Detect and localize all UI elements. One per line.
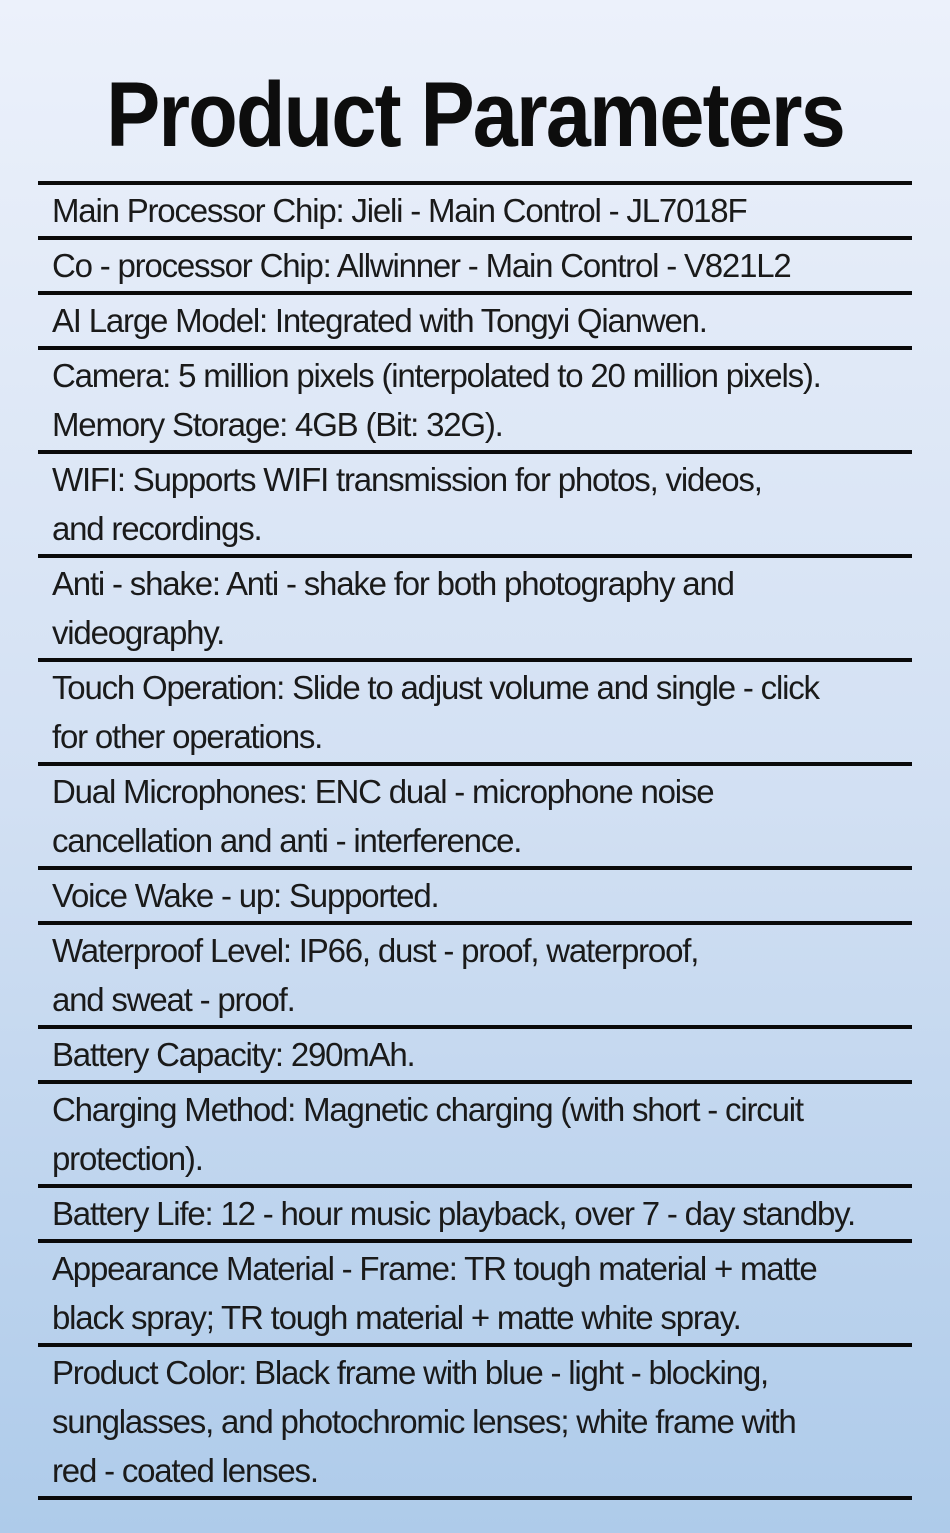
spec-line: Memory Storage: 4GB (Bit: 32G). <box>52 406 503 443</box>
spec-line: videography. <box>52 614 225 651</box>
spec-row-waterproof-level <box>38 925 912 1029</box>
spec-row-charging-method <box>38 1084 912 1188</box>
spec-line: Waterproof Level: IP66, dust - proof, waterproof, <box>52 932 699 969</box>
spec-line: WIFI: Supports WIFI transmission for photos, videos, <box>52 461 762 498</box>
spec-line: protection). <box>52 1140 203 1177</box>
spec-line: Product Color: Black frame with blue - light - blocking, <box>52 1354 768 1391</box>
spec-line: cancellation and anti - interference. <box>52 822 522 859</box>
header <box>0 0 950 181</box>
spec-line: Appearance Material - Frame: TR tough material + matte <box>52 1250 817 1287</box>
spec-row-product-color <box>38 1347 912 1500</box>
spec-row-dual-microphones <box>38 766 912 870</box>
spec-line: and recordings. <box>52 510 262 547</box>
spec-line: Camera: 5 million pixels (interpolated to 20 million pixels). <box>52 357 821 394</box>
spec-row-anti-shake <box>38 558 912 662</box>
spec-line: red - coated lenses. <box>52 1452 318 1489</box>
spec-line: for other operations. <box>52 718 323 755</box>
spec-line: Main Processor Chip: Jieli - Main Control - JL7018F <box>52 192 747 229</box>
spec-line: Battery Capacity: 290mAh. <box>52 1036 415 1073</box>
spec-row-appearance-material <box>38 1243 912 1347</box>
spec-line: black spray; TR tough material + matte white spray. <box>52 1299 741 1336</box>
spec-line: Dual Microphones: ENC dual - microphone noise <box>52 773 714 810</box>
spec-line: AI Large Model: Integrated with Tongyi Qianwen. <box>52 302 707 339</box>
spec-row-touch-operation <box>38 662 912 766</box>
spec-row-ai-large-model <box>38 295 912 350</box>
spec-row-battery-capacity <box>38 1029 912 1084</box>
spec-line: Co - processor Chip: Allwinner - Main Control - V821L2 <box>52 247 791 284</box>
spec-row-battery-life <box>38 1188 912 1243</box>
spec-row-voice-wake-up <box>38 870 912 925</box>
spec-line: Touch Operation: Slide to adjust volume and single - click <box>52 669 819 706</box>
spec-row-wifi <box>38 454 912 558</box>
spec-row-co-processor-chip <box>38 240 912 295</box>
spec-line: Battery Life: 12 - hour music playback, over 7 - day standby. <box>52 1195 855 1232</box>
page-title: Product Parameters <box>106 64 844 166</box>
spec-line: sunglasses, and photochromic lenses; white frame with <box>52 1403 796 1440</box>
spec-row-main-processor-chip <box>38 185 912 240</box>
spec-line: Anti - shake: Anti - shake for both photography and <box>52 565 734 602</box>
spec-line: Charging Method: Magnetic charging (with short - circuit <box>52 1091 803 1128</box>
spec-line: Voice Wake - up: Supported. <box>52 877 439 914</box>
spec-line: and sweat - proof. <box>52 981 295 1018</box>
spec-table <box>38 181 912 1500</box>
spec-row-camera-and-memory <box>38 350 912 454</box>
